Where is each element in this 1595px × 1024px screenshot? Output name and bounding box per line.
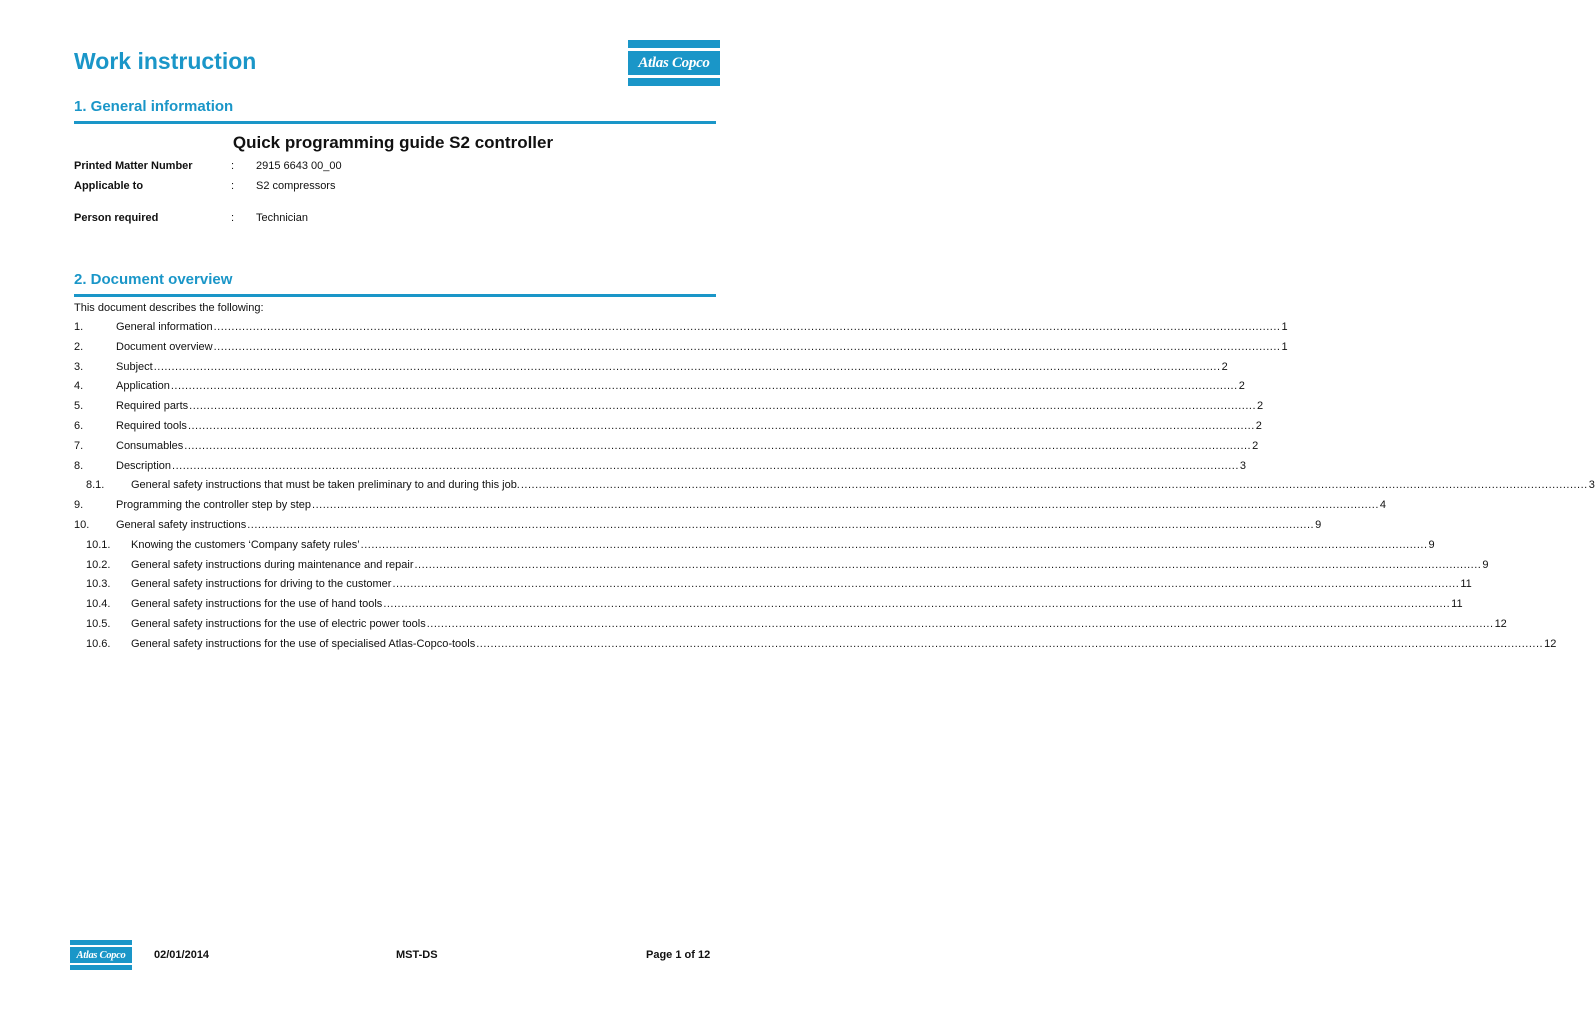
toc-title: General safety instructions — [116, 518, 247, 531]
toc-entry[interactable] — [74, 598, 1463, 618]
overview-intro: This document describes the following: — [74, 302, 264, 314]
toc-page: 9 — [1315, 518, 1322, 531]
toc-entry[interactable] — [74, 459, 1247, 480]
toc-title: General safety instructions during maintenance and repair — [131, 558, 414, 571]
info-separator: : — [231, 180, 235, 192]
info-label: Person required — [74, 212, 159, 224]
toc-entry[interactable] — [74, 518, 1322, 539]
logo-wordmark: Atlas Copco — [70, 947, 132, 963]
toc-leader: ............................................................................................................................................................................................................................................................................................................ — [247, 518, 1315, 531]
toc-page: 9 — [1428, 538, 1435, 551]
toc-entry[interactable] — [74, 321, 1288, 341]
toc-title: Required parts — [116, 400, 189, 413]
atlas-copco-logo — [628, 40, 720, 86]
toc-number: 10.1. — [86, 538, 111, 551]
toc-number: 2. — [74, 340, 84, 353]
toc-entry[interactable] — [74, 637, 1557, 658]
toc-title: General safety instructions that must be taken preliminary to and during this job. — [131, 479, 520, 492]
toc-page: 2 — [1221, 360, 1228, 373]
toc-leader: ............................................................................................................................................................................................................................................................................................................ — [426, 617, 1494, 630]
info-row-applicable-to — [74, 180, 335, 192]
toc-page: 12 — [1494, 617, 1507, 630]
toc-page: 1 — [1281, 340, 1288, 353]
toc-number: 10. — [74, 518, 90, 531]
table-of-contents — [74, 321, 1595, 658]
logo-wordmark: Atlas Copco — [628, 51, 720, 75]
toc-entry[interactable] — [74, 439, 1259, 460]
toc-entry[interactable] — [74, 479, 1595, 499]
toc-number: 10.4. — [86, 598, 111, 611]
footer-page-number: Page 1 of 12 — [646, 949, 711, 961]
toc-number: 10.6. — [86, 637, 111, 650]
toc-leader: ............................................................................................................................................................................................................................................................................................................ — [184, 439, 1252, 452]
toc-page: 1 — [1281, 321, 1288, 333]
toc-number: 10.2. — [86, 558, 111, 571]
toc-entry[interactable] — [74, 538, 1435, 559]
section-heading-document-overview: 2. Document overview — [74, 271, 716, 297]
toc-title: Knowing the customers ‘Company safety rules’ — [131, 538, 360, 551]
footer-atlas-copco-logo — [70, 940, 132, 970]
toc-entry[interactable] — [74, 360, 1228, 381]
toc-title: General safety instructions for the use of specialised Atlas-Copco-tools — [131, 637, 476, 650]
section-heading-general-information: 1. General information — [74, 98, 716, 124]
toc-number: 6. — [74, 419, 84, 432]
info-separator: : — [231, 212, 235, 224]
toc-number: 10.3. — [86, 578, 111, 591]
toc-number: 8. — [74, 459, 84, 472]
toc-number: 1. — [74, 321, 84, 333]
toc-number: 10.5. — [86, 617, 111, 630]
toc-leader: ............................................................................................................................................................................................................................................................................................................ — [312, 499, 1379, 512]
toc-page: 2 — [1238, 380, 1245, 393]
toc-entry[interactable] — [74, 499, 1387, 519]
toc-number: 3. — [74, 360, 84, 373]
toc-leader: ............................................................................................................................................................................................................................................................................................................ — [383, 598, 1451, 611]
toc-number: 4. — [74, 380, 84, 393]
toc-title: General safety instructions for driving to the customer — [131, 578, 392, 591]
toc-entry[interactable] — [74, 558, 1489, 579]
page-title: Work instruction — [74, 48, 257, 74]
toc-number: 7. — [74, 439, 84, 452]
toc-page: 4 — [1379, 499, 1387, 512]
toc-page: 2 — [1257, 400, 1264, 413]
footer-document-code: MST-DS — [396, 949, 438, 961]
toc-title: General safety instructions for the use of electric power tools — [131, 617, 426, 630]
logo-bar-top — [628, 40, 720, 48]
toc-title: Consumables — [116, 439, 184, 452]
toc-leader: ............................................................................................................................................................................................................................................................................................................ — [153, 360, 1221, 373]
toc-entry[interactable] — [74, 419, 1262, 440]
info-row-person-required — [74, 212, 308, 224]
logo-bar-bottom — [628, 78, 720, 86]
toc-number: 5. — [74, 400, 84, 413]
toc-title: Application — [116, 380, 170, 393]
toc-leader: ............................................................................................................................................................................................................................................................................................................ — [476, 637, 1544, 650]
toc-leader: ............................................................................................................................................................................................................................................................................................................ — [172, 459, 1239, 472]
toc-entry[interactable] — [74, 578, 1472, 598]
logo-bar-bottom — [70, 965, 132, 970]
toc-page: 11 — [1460, 578, 1472, 591]
toc-leader: ............................................................................................................................................................................................................................................................................................................ — [360, 538, 1428, 551]
toc-leader: ............................................................................................................................................................................................................................................................................................................ — [414, 558, 1482, 571]
info-row-printed-matter — [74, 160, 342, 172]
toc-leader: ............................................................................................................................................................................................................................................................................................................ — [520, 479, 1588, 492]
toc-number: 9. — [74, 499, 84, 512]
toc-page: 2 — [1252, 439, 1259, 452]
toc-entry[interactable] — [74, 340, 1288, 361]
info-value: S2 compressors — [256, 180, 336, 192]
info-value: Technician — [256, 212, 308, 224]
toc-title: Programming the controller step by step — [116, 499, 312, 512]
toc-entry[interactable] — [74, 617, 1507, 638]
toc-page: 2 — [1255, 419, 1262, 432]
toc-leader: ............................................................................................................................................................................................................................................................................................................ — [213, 321, 1281, 333]
toc-title: General safety instructions for the use of hand tools — [131, 598, 383, 611]
toc-title: Document overview — [116, 340, 213, 353]
toc-page: 9 — [1482, 558, 1489, 571]
toc-page: 3 — [1239, 459, 1247, 472]
info-label: Printed Matter Number — [74, 160, 193, 172]
toc-entry[interactable] — [74, 400, 1264, 420]
toc-title: Description — [116, 459, 172, 472]
info-value: 2915 6643 00_00 — [256, 160, 342, 172]
footer-date: 02/01/2014 — [154, 949, 210, 961]
toc-page: 11 — [1451, 598, 1463, 611]
toc-title: General information — [116, 321, 213, 333]
toc-leader: ............................................................................................................................................................................................................................................................................................................ — [213, 340, 1281, 353]
toc-title: Required tools — [116, 419, 187, 432]
info-label: Applicable to — [74, 180, 144, 192]
toc-entry[interactable] — [74, 380, 1245, 400]
toc-title: Subject — [116, 360, 153, 373]
logo-bar-top — [70, 940, 132, 945]
document-title: Quick programming guide S2 controller — [232, 133, 554, 152]
toc-leader: ............................................................................................................................................................................................................................................................................................................ — [170, 380, 1238, 393]
toc-number: 8.1. — [86, 479, 105, 492]
toc-leader: ............................................................................................................................................................................................................................................................................................................ — [187, 419, 1255, 432]
toc-leader: ............................................................................................................................................................................................................................................................................................................ — [189, 400, 1257, 413]
toc-page: 3 — [1588, 479, 1595, 492]
toc-page: 12 — [1544, 637, 1557, 650]
info-separator: : — [231, 160, 235, 172]
toc-leader: ............................................................................................................................................................................................................................................................................................................ — [392, 578, 1460, 591]
